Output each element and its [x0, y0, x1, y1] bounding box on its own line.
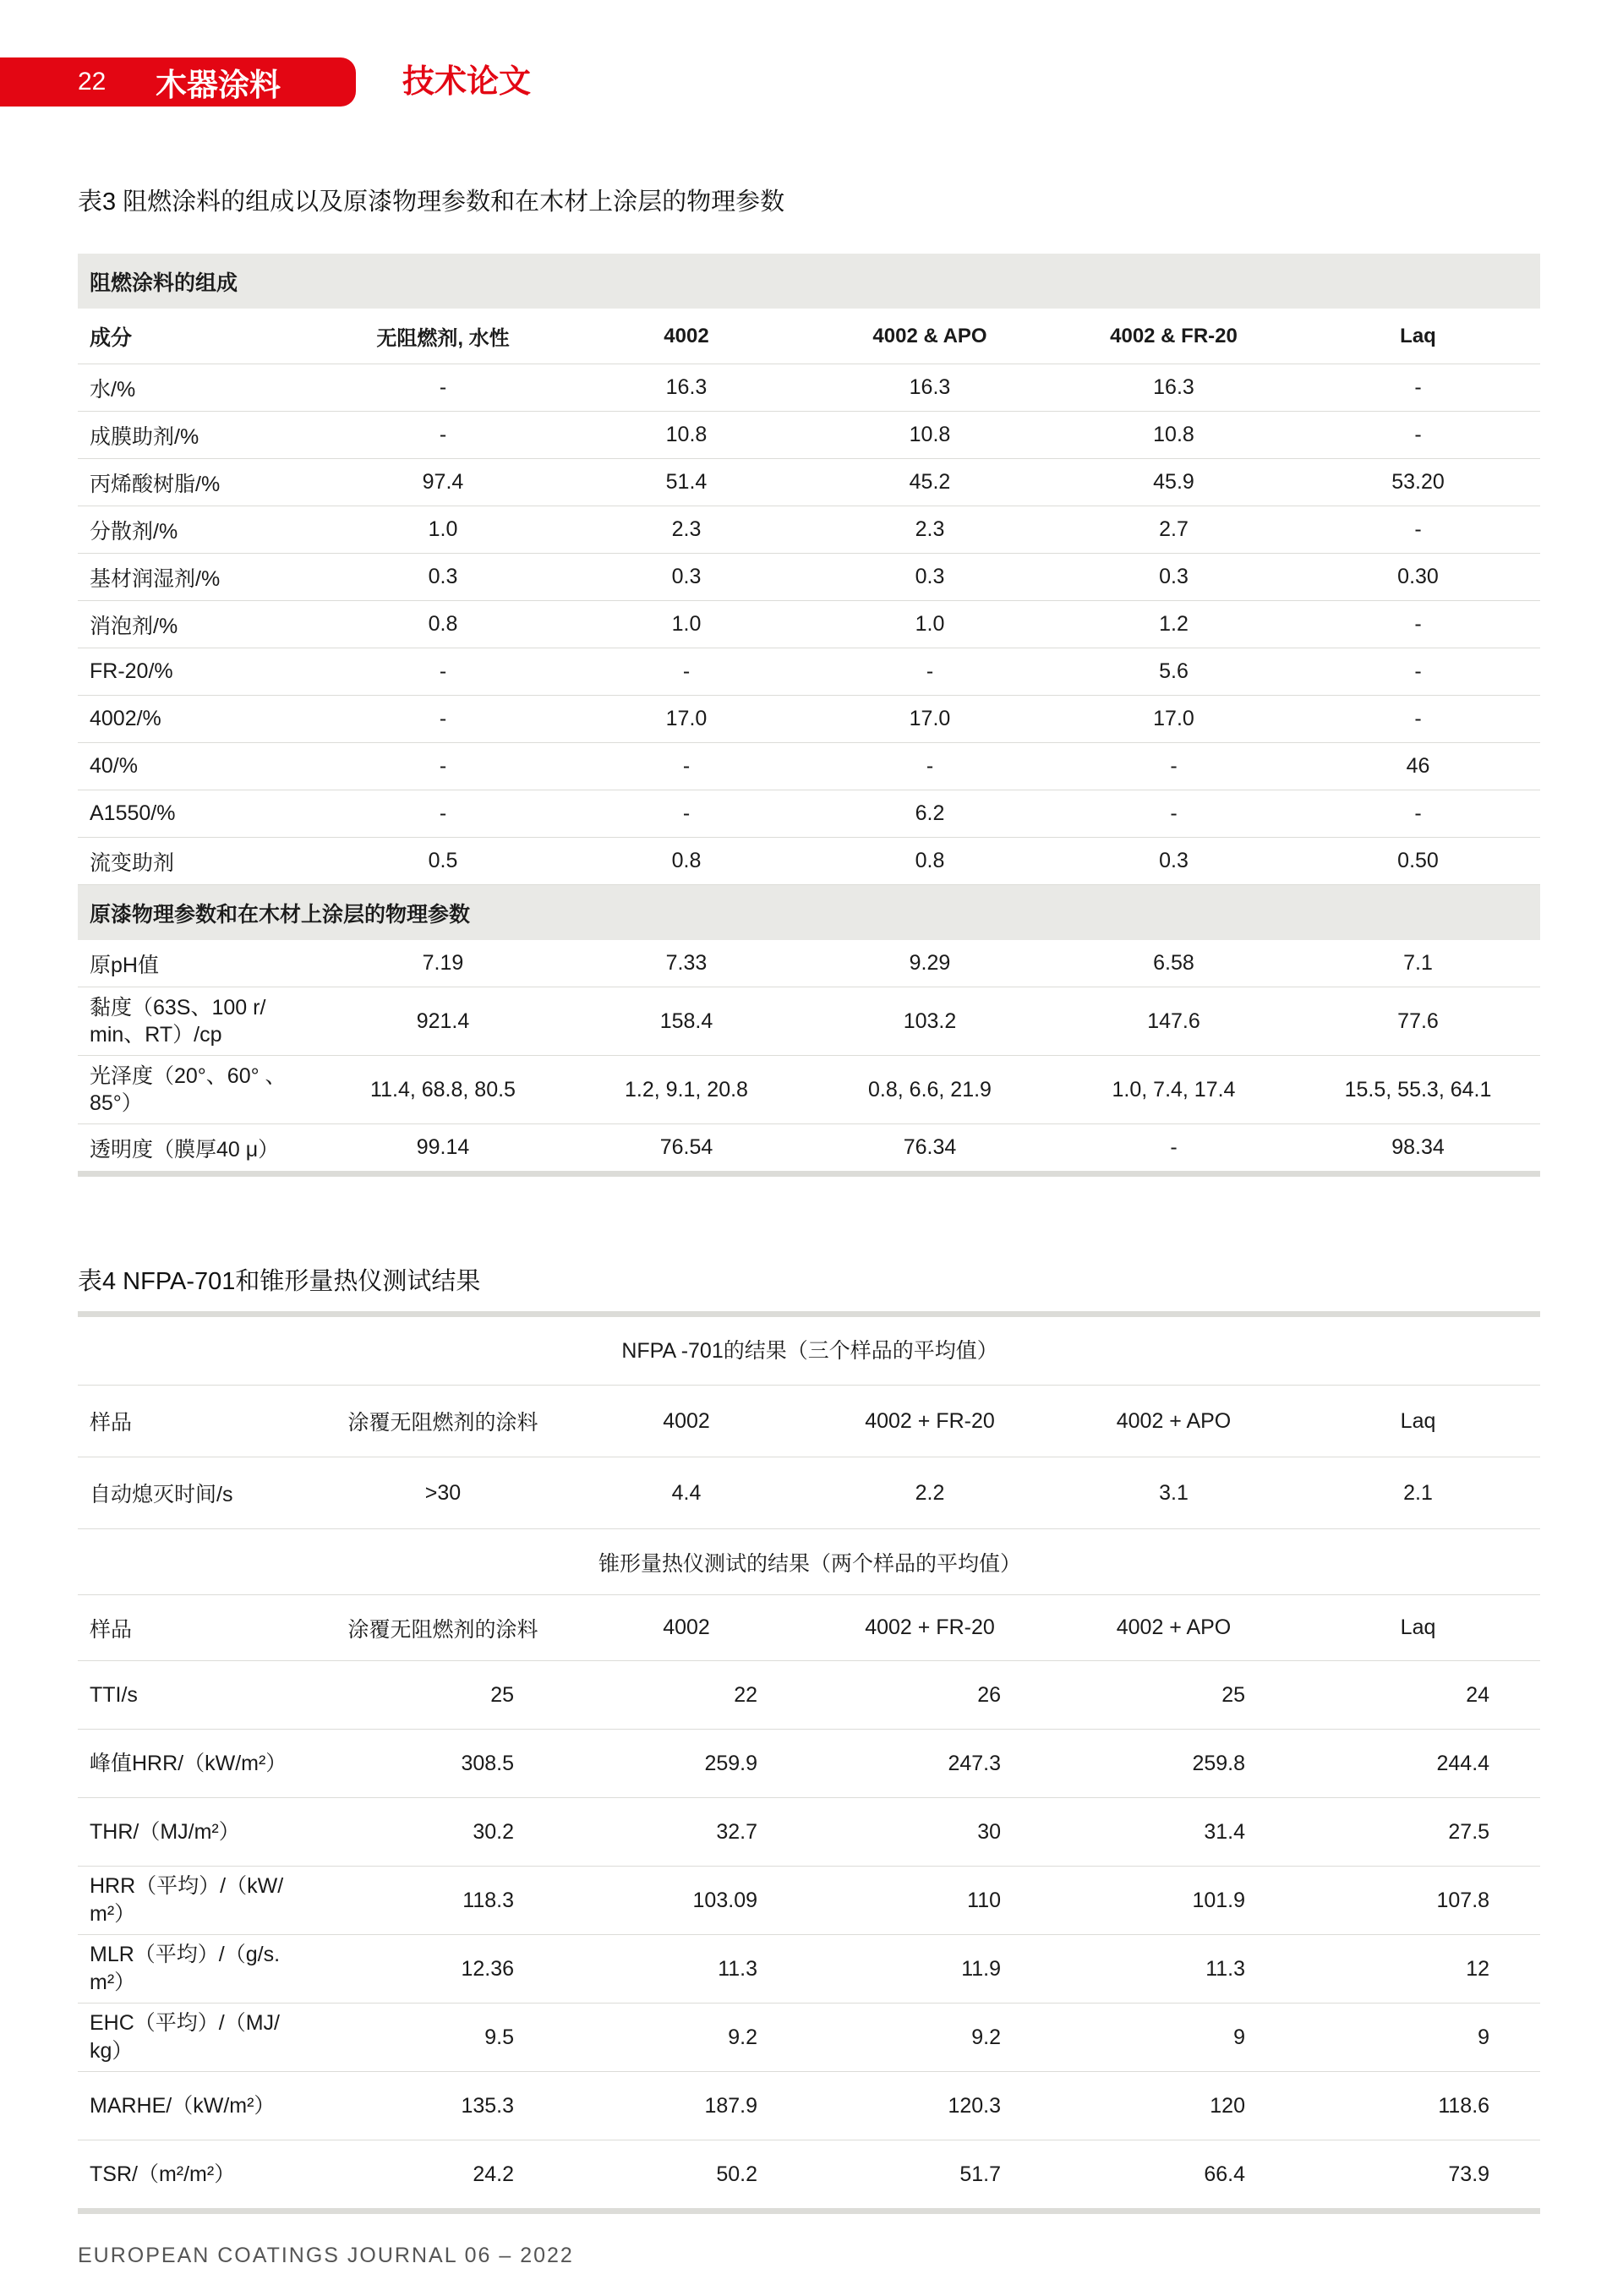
- table-cell: 110: [808, 1867, 1052, 1935]
- table-cell: -: [808, 743, 1052, 790]
- table-cell: 0.3: [1052, 554, 1296, 601]
- table-cell: 244.4: [1296, 1730, 1540, 1798]
- table-cell: 7.1: [1296, 940, 1540, 987]
- table-cell: 3.1: [1052, 1457, 1296, 1529]
- row-label: TSR/（m²/m²）: [78, 2140, 321, 2211]
- table-cell: 103.2: [808, 987, 1052, 1056]
- table-cell: 147.6: [1052, 987, 1296, 1056]
- row-label: MLR（平均）/（g/s. m²）: [78, 1935, 321, 2004]
- section-header-physical-label: 原漆物理参数和在木材上涂层的物理参数: [78, 885, 1540, 941]
- table-cell: 0.3: [1052, 838, 1296, 885]
- table-row: [78, 940, 1540, 987]
- table-cell: -: [1296, 790, 1540, 838]
- table-cell: 9.29: [808, 940, 1052, 987]
- row-label: 成膜助剂/%: [78, 412, 321, 459]
- row-label: 透明度（膜厚40 μ）: [78, 1124, 321, 1174]
- table-cell: 1.0: [808, 601, 1052, 648]
- table-cell: 0.30: [1296, 554, 1540, 601]
- table-cell: 4002: [565, 309, 808, 364]
- table-cell: 24: [1296, 1661, 1540, 1730]
- cone-column-row: [78, 1595, 1540, 1661]
- table-cell: 11.3: [1052, 1935, 1296, 2004]
- table-cell: 31.4: [1052, 1798, 1296, 1867]
- table-cell: 0.3: [808, 554, 1052, 601]
- table-row: [78, 364, 1540, 412]
- table-cell: 1.2: [1052, 601, 1296, 648]
- row-label: 原pH值: [78, 940, 321, 987]
- table-cell: 17.0: [1052, 696, 1296, 743]
- table-cell: 76.54: [565, 1124, 808, 1174]
- table-cell: 7.33: [565, 940, 808, 987]
- row-label: TTI/s: [78, 1661, 321, 1730]
- table-cell: 6.58: [1052, 940, 1296, 987]
- row-label: MARHE/（kW/m²）: [78, 2072, 321, 2140]
- section-header-composition: [78, 254, 1540, 309]
- nfpa-column-row: [78, 1386, 1540, 1457]
- table-cell: 308.5: [321, 1730, 565, 1798]
- table-cell: 107.8: [1296, 1867, 1540, 1935]
- table-cell: 30: [808, 1798, 1052, 1867]
- table-row: [78, 838, 1540, 885]
- table-cell: -: [1296, 506, 1540, 554]
- table-row: [78, 1457, 1540, 1529]
- table-cell: 涂覆无阻燃剂的涂料: [321, 1595, 565, 1661]
- table-cell: 4002: [565, 1386, 808, 1457]
- row-label: FR-20/%: [78, 648, 321, 696]
- table-cell: -: [808, 648, 1052, 696]
- table-row: [78, 2004, 1540, 2072]
- table-cell: 9: [1052, 2004, 1296, 2072]
- table-cell: 4.4: [565, 1457, 808, 1529]
- table-cell: 10.8: [565, 412, 808, 459]
- table-cell: 11.3: [565, 1935, 808, 2004]
- table-row: [78, 2140, 1540, 2211]
- row-label: 流变助剂: [78, 838, 321, 885]
- table-cell: 187.9: [565, 2072, 808, 2140]
- table-cell: -: [321, 648, 565, 696]
- row-label: HRR（平均）/（kW/ m²）: [78, 1867, 321, 1935]
- table-cell: 2.7: [1052, 506, 1296, 554]
- table-cell: 120: [1052, 2072, 1296, 2140]
- table-cell: 9.2: [565, 2004, 808, 2072]
- table-cell: -: [1052, 743, 1296, 790]
- cone-subheader: [78, 1529, 1540, 1595]
- table-cell: 76.34: [808, 1124, 1052, 1174]
- table-cell: 27.5: [1296, 1798, 1540, 1867]
- table-cell: -: [565, 790, 808, 838]
- table-cell: 9.5: [321, 2004, 565, 2072]
- table-row: [78, 459, 1540, 506]
- table4: [78, 1311, 1540, 2214]
- table-cell: -: [321, 743, 565, 790]
- nfpa-subheader-label: NFPA -701的结果（三个样品的平均值）: [78, 1315, 1540, 1386]
- row-label: 样品: [78, 1386, 321, 1457]
- table-cell: 6.2: [808, 790, 1052, 838]
- table-cell: 0.8, 6.6, 21.9: [808, 1056, 1052, 1124]
- header-bar: [0, 57, 356, 107]
- table-cell: 46: [1296, 743, 1540, 790]
- row-label: 峰值HRR/（kW/m²）: [78, 1730, 321, 1798]
- table-row: [78, 2072, 1540, 2140]
- table-row: [78, 1867, 1540, 1935]
- table-row: [78, 648, 1540, 696]
- table-cell: Laq: [1296, 309, 1540, 364]
- table-cell: 17.0: [808, 696, 1052, 743]
- table-cell: 16.3: [808, 364, 1052, 412]
- table-cell: 45.2: [808, 459, 1052, 506]
- table-cell: 135.3: [321, 2072, 565, 2140]
- table-row: [78, 1935, 1540, 2004]
- table-cell: 4002 + APO: [1052, 1595, 1296, 1661]
- table-cell: -: [1296, 696, 1540, 743]
- table-cell: Laq: [1296, 1595, 1540, 1661]
- table-row: [78, 506, 1540, 554]
- table-cell: 98.34: [1296, 1124, 1540, 1174]
- table-cell: 10.8: [1052, 412, 1296, 459]
- table-cell: 118.6: [1296, 2072, 1540, 2140]
- table-cell: 120.3: [808, 2072, 1052, 2140]
- table-cell: -: [321, 412, 565, 459]
- row-label: 样品: [78, 1595, 321, 1661]
- nfpa-subheader: [78, 1315, 1540, 1386]
- table-cell: 1.2, 9.1, 20.8: [565, 1056, 808, 1124]
- row-label: A1550/%: [78, 790, 321, 838]
- row-label: 光泽度（20°、60° 、85°）: [78, 1056, 321, 1124]
- table-row: [78, 554, 1540, 601]
- table-row: [78, 601, 1540, 648]
- table-cell: 4002: [565, 1595, 808, 1661]
- table-cell: 921.4: [321, 987, 565, 1056]
- row-label: 水/%: [78, 364, 321, 412]
- table-cell: 0.3: [565, 554, 808, 601]
- table-cell: 1.0: [565, 601, 808, 648]
- table-row: [78, 1798, 1540, 1867]
- table-cell: 11.4, 68.8, 80.5: [321, 1056, 565, 1124]
- table-cell: 7.19: [321, 940, 565, 987]
- table-cell: 2.2: [808, 1457, 1052, 1529]
- table-cell: 101.9: [1052, 1867, 1296, 1935]
- table3-caption: 表3 阻燃涂料的组成以及原漆物理参数和在木材上涂层的物理参数: [78, 189, 785, 216]
- table-row: [78, 790, 1540, 838]
- table-cell: 12.36: [321, 1935, 565, 2004]
- table-cell: 25: [1052, 1661, 1296, 1730]
- table-cell: 51.4: [565, 459, 808, 506]
- table-cell: -: [1296, 412, 1540, 459]
- table-cell: 4002 + FR-20: [808, 1386, 1052, 1457]
- table-cell: -: [1052, 790, 1296, 838]
- page-number: 22: [78, 68, 107, 96]
- table-cell: 66.4: [1052, 2140, 1296, 2211]
- table-cell: 97.4: [321, 459, 565, 506]
- table-cell: -: [1296, 364, 1540, 412]
- table4-caption: 表4 NFPA-701和锥形量热仪测试结果: [78, 1268, 481, 1295]
- row-label: EHC（平均）/（MJ/ kg）: [78, 2004, 321, 2072]
- table-cell: 30.2: [321, 1798, 565, 1867]
- table-cell: 2.3: [565, 506, 808, 554]
- section-header-physical: [78, 885, 1540, 941]
- table-cell: 118.3: [321, 1867, 565, 1935]
- table-cell: 涂覆无阻燃剂的涂料: [321, 1386, 565, 1457]
- table-cell: 12: [1296, 1935, 1540, 2004]
- journal-footer: EUROPEAN COATINGS JOURNAL 06 – 2022: [78, 2244, 574, 2267]
- row-label: 消泡剂/%: [78, 601, 321, 648]
- row-label: 黏度（63S、100 r/ min、RT）/cp: [78, 987, 321, 1056]
- table-cell: 10.8: [808, 412, 1052, 459]
- table-cell: 0.8: [321, 601, 565, 648]
- table-row: [78, 987, 1540, 1056]
- table-cell: -: [565, 648, 808, 696]
- table-cell: 50.2: [565, 2140, 808, 2211]
- table-cell: -: [565, 743, 808, 790]
- row-label: 4002/%: [78, 696, 321, 743]
- table-cell: 无阻燃剂, 水性: [321, 309, 565, 364]
- table-cell: 16.3: [565, 364, 808, 412]
- table-cell: 0.8: [565, 838, 808, 885]
- row-label: 基材润湿剂/%: [78, 554, 321, 601]
- table-cell: 15.5, 55.3, 64.1: [1296, 1056, 1540, 1124]
- table-cell: -: [1296, 648, 1540, 696]
- table-cell: 17.0: [565, 696, 808, 743]
- table-cell: 26: [808, 1661, 1052, 1730]
- row-label: 成分: [78, 309, 321, 364]
- table-cell: 32.7: [565, 1798, 808, 1867]
- table-cell: 9: [1296, 2004, 1540, 2072]
- section-name: 木器涂料: [156, 68, 281, 102]
- row-label: 分散剂/%: [78, 506, 321, 554]
- table-cell: -: [321, 696, 565, 743]
- page-title: 技术论文: [402, 64, 532, 100]
- table-cell: >30: [321, 1457, 565, 1529]
- table-cell: 0.8: [808, 838, 1052, 885]
- table-cell: 77.6: [1296, 987, 1540, 1056]
- table-cell: 0.50: [1296, 838, 1540, 885]
- table-cell: 2.3: [808, 506, 1052, 554]
- table-row: [78, 696, 1540, 743]
- table-row: [78, 743, 1540, 790]
- table-cell: 158.4: [565, 987, 808, 1056]
- table-cell: 1.0: [321, 506, 565, 554]
- table-cell: Laq: [1296, 1386, 1540, 1457]
- table-cell: -: [1052, 1124, 1296, 1174]
- table-cell: 5.6: [1052, 648, 1296, 696]
- table-cell: 2.1: [1296, 1457, 1540, 1529]
- table-cell: 4002 & APO: [808, 309, 1052, 364]
- table-cell: 99.14: [321, 1124, 565, 1174]
- table-cell: -: [321, 364, 565, 412]
- table-cell: 24.2: [321, 2140, 565, 2211]
- row-label: 自动熄灭时间/s: [78, 1457, 321, 1529]
- table-row: [78, 1661, 1540, 1730]
- row-label: 丙烯酸树脂/%: [78, 459, 321, 506]
- table-row: [78, 412, 1540, 459]
- table-cell: 51.7: [808, 2140, 1052, 2211]
- table-cell: 9.2: [808, 2004, 1052, 2072]
- table-cell: 16.3: [1052, 364, 1296, 412]
- table-cell: 11.9: [808, 1935, 1052, 2004]
- table-cell: 53.20: [1296, 459, 1540, 506]
- table-cell: 103.09: [565, 1867, 808, 1935]
- table-cell: 0.3: [321, 554, 565, 601]
- table-cell: 259.9: [565, 1730, 808, 1798]
- table-cell: 259.8: [1052, 1730, 1296, 1798]
- row-label: 40/%: [78, 743, 321, 790]
- table-row: [78, 1124, 1540, 1174]
- table-cell: 4002 + APO: [1052, 1386, 1296, 1457]
- table-cell: 25: [321, 1661, 565, 1730]
- table-cell: 4002 & FR-20: [1052, 309, 1296, 364]
- table-row: [78, 1730, 1540, 1798]
- table-cell: 73.9: [1296, 2140, 1540, 2211]
- table-cell: 22: [565, 1661, 808, 1730]
- table-cell: 1.0, 7.4, 17.4: [1052, 1056, 1296, 1124]
- table-cell: 247.3: [808, 1730, 1052, 1798]
- table3: [78, 254, 1540, 1177]
- table-cell: 0.5: [321, 838, 565, 885]
- column-header-row: [78, 309, 1540, 364]
- table-cell: 4002 + FR-20: [808, 1595, 1052, 1661]
- table-cell: 45.9: [1052, 459, 1296, 506]
- table-row: [78, 1056, 1540, 1124]
- table-cell: -: [1296, 601, 1540, 648]
- table-cell: -: [321, 790, 565, 838]
- row-label: THR/（MJ/m²）: [78, 1798, 321, 1867]
- cone-subheader-label: 锥形量热仪测试的结果（两个样品的平均值）: [78, 1529, 1540, 1595]
- section-header-composition-label: 阻燃涂料的组成: [78, 254, 1540, 309]
